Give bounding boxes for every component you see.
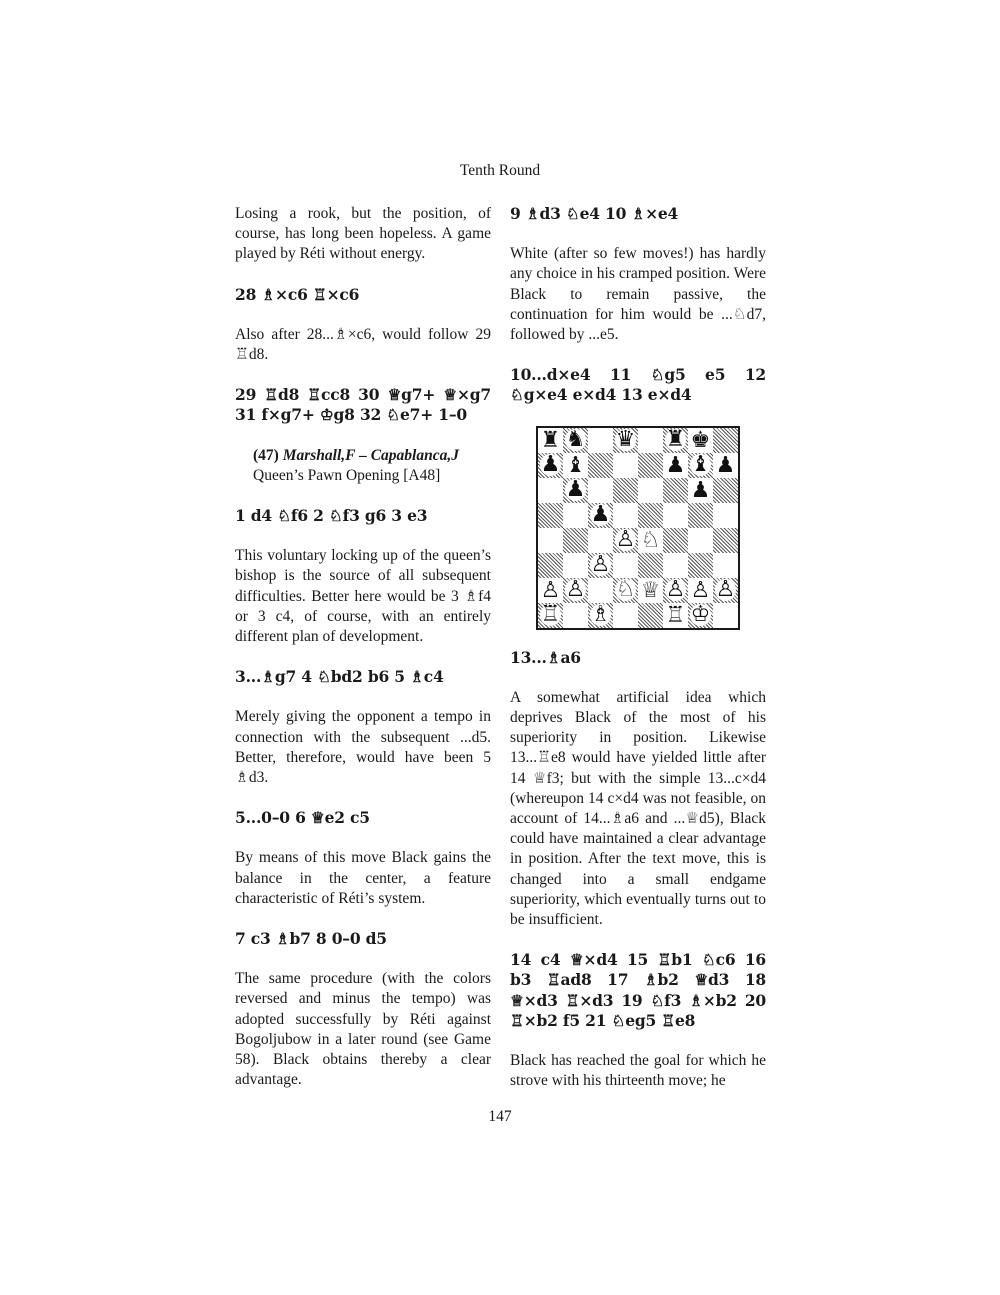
- chess-piece: ♝: [565, 452, 586, 478]
- commentary-paragraph: Merely giving the opponent a tempo in connection with the subsequent ...d5. Better, therefore, would have been 5 ♗d3.: [235, 708, 491, 787]
- board-square: [613, 478, 638, 503]
- opening-name: Queen’s Pawn Opening [A48]: [253, 466, 441, 484]
- commentary-paragraph: Black has reached the goal for which he strove with his thirteenth move; he: [510, 1052, 766, 1090]
- move-list: 13...♗a6: [510, 647, 581, 667]
- board-square: [663, 428, 688, 453]
- board-square: [638, 453, 663, 478]
- board-square: [613, 603, 638, 628]
- board-square: [663, 528, 688, 553]
- chess-piece: ♟: [590, 502, 611, 528]
- board-square: [638, 603, 663, 628]
- board-square: [638, 478, 663, 503]
- board-square: [713, 528, 738, 553]
- page-number: 147: [488, 1108, 512, 1125]
- chess-board: [536, 426, 740, 630]
- board-square: [588, 428, 613, 453]
- board-square: [563, 603, 588, 628]
- board-square: [613, 453, 638, 478]
- chess-piece: ♟: [690, 477, 711, 503]
- chess-piece: ♙: [565, 577, 586, 603]
- commentary-paragraph: The same procedure (with the colors reversed and minus the tempo) was adopted successfully by Réti against Bogoljubow in a later round (see Game 58). Black obtains thereby a clear advantage.: [235, 970, 491, 1089]
- move-list: 5...0–0 6 ♕e2 c5: [235, 808, 370, 828]
- board-square: [563, 478, 588, 503]
- chess-piece: ♙: [590, 552, 611, 578]
- board-square: [563, 528, 588, 553]
- chess-piece: ♙: [540, 577, 561, 603]
- move-list: 3...♗g7 4 ♘bd2 b6 5 ♗c4: [235, 667, 444, 687]
- chess-piece: ♙: [690, 577, 711, 603]
- move-list: 9 ♗d3 ♘e4 10 ♗×e4: [510, 204, 679, 223]
- running-head: Tenth Round: [459, 162, 541, 179]
- board-square: [563, 453, 588, 478]
- game-number: (47): [253, 446, 279, 464]
- board-square: [538, 578, 563, 603]
- board-square: [663, 478, 688, 503]
- board-square: [588, 503, 613, 528]
- chess-piece: ♙: [665, 577, 686, 603]
- board-square: [713, 478, 738, 503]
- board-square: [713, 553, 738, 578]
- chess-piece: ♘: [615, 577, 636, 603]
- board-square: [613, 578, 638, 603]
- chess-piece: ♟: [665, 452, 686, 478]
- board-square: [538, 428, 563, 453]
- board-square: [588, 578, 613, 603]
- board-square: [688, 578, 713, 603]
- board-square: [713, 503, 738, 528]
- board-square: [688, 428, 713, 453]
- chess-piece: ♗: [590, 602, 611, 628]
- board-square: [638, 578, 663, 603]
- board-square: [638, 553, 663, 578]
- move-list: 14 c4 ♕×d4 15 ♖b1 ♘c6 16 b3 ♖ad8 17 ♗b2 ♕d3 18 ♕×d3 ♖×d3 19 ♘f3 ♗×b2 20 ♖×b2 f5 21 ♘eg5 ♖e8: [510, 950, 766, 1030]
- board-square: [538, 603, 563, 628]
- board-square: [538, 453, 563, 478]
- board-square: [588, 553, 613, 578]
- board-square: [663, 578, 688, 603]
- board-square: [688, 503, 713, 528]
- board-square: [588, 478, 613, 503]
- chess-piece: ♟: [565, 477, 586, 503]
- board-square: [563, 428, 588, 453]
- chess-piece: ♜: [665, 427, 686, 453]
- chess-piece: ♕: [640, 577, 661, 603]
- board-square: [638, 528, 663, 553]
- commentary-paragraph: Also after 28...♗×c6, would follow 29 ♖d8.: [235, 325, 491, 364]
- board-square: [663, 453, 688, 478]
- board-square: [538, 503, 563, 528]
- move-list: 10...d×e4 11 ♘g5 e5 12 ♘g×e4 e×d4 13 e×d4: [510, 365, 766, 405]
- chess-piece: ♛: [615, 427, 636, 453]
- chess-piece: ♟: [715, 452, 736, 478]
- board-square: [538, 478, 563, 503]
- chess-piece: ♔: [690, 602, 711, 628]
- board-square: [688, 478, 713, 503]
- board-square: [613, 503, 638, 528]
- board-square: [613, 428, 638, 453]
- chess-piece: ♟: [540, 452, 561, 478]
- chess-piece: ♜: [540, 427, 561, 453]
- chess-piece: ♖: [540, 602, 561, 628]
- chess-piece: ♖: [665, 602, 686, 628]
- board-square: [663, 553, 688, 578]
- move-list: 7 c3 ♗b7 8 0–0 d5: [235, 929, 387, 949]
- board-square: [613, 528, 638, 553]
- left-column: [235, 204, 491, 1111]
- board-square: [613, 553, 638, 578]
- chess-piece: ♙: [615, 527, 636, 553]
- board-square: [588, 453, 613, 478]
- commentary-paragraph: A somewhat artificial idea which deprives Black of the most of his superiority in position. Likewise 13...♖e8 would have yielded little after 14 ♕f3; but with the simple 13...c×d4 (whereupon 14 c×d4 was not feasible, on account of 14...♗a6 and ...♕d5), Black could have maintained a clear advantage in position. After the text move, this is changed into a small endgame superiority, which eventually turns out to be insufficient.: [510, 688, 766, 929]
- chess-piece: ♝: [690, 452, 711, 478]
- board-square: [688, 528, 713, 553]
- board-square: [638, 428, 663, 453]
- commentary-paragraph: This voluntary locking up of the queen’s bishop is the source of all subsequent difficulties. Better here would be 3 ♗f4 or 3 c4, of course, with an entirely different plan of development.: [235, 547, 491, 646]
- board-square: [538, 528, 563, 553]
- board-square: [563, 553, 588, 578]
- chess-piece: ♙: [715, 577, 736, 603]
- board-square: [588, 528, 613, 553]
- move-list: 29 ♖d8 ♖cc8 30 ♕g7+ ♕×g7 31 f×g7+ ♔g8 32 ♘e7+ 1–0: [235, 385, 491, 425]
- chess-piece: ♘: [640, 527, 661, 553]
- board-square: [713, 603, 738, 628]
- game-heading: [253, 446, 491, 486]
- move-list: 28 ♗×c6 ♖×c6: [235, 284, 360, 304]
- move-list: 1 d4 ♘f6 2 ♘f3 g6 3 e3: [235, 506, 428, 526]
- board-square: [688, 603, 713, 628]
- board-square: [538, 553, 563, 578]
- board-square: [563, 578, 588, 603]
- chess-piece: ♞: [565, 427, 586, 453]
- commentary-paragraph: White (after so few moves!) has hardly any choice in his cramped position. Were Black to remain passive, the continuation for him would be ...♘d7, followed by ...e5.: [510, 245, 766, 344]
- commentary-paragraph: By means of this move Black gains the balance in the center, a feature characteristic of Réti’s system.: [235, 849, 491, 907]
- chess-diagram: [536, 426, 766, 630]
- board-square: [588, 603, 613, 628]
- right-column: [510, 204, 766, 1111]
- board-square: [563, 503, 588, 528]
- board-square: [663, 503, 688, 528]
- board-square: [713, 578, 738, 603]
- board-square: [688, 453, 713, 478]
- commentary-paragraph: Losing a rook, but the position, of course, has long been hopeless. A game played by Réti without energy.: [235, 205, 491, 263]
- board-square: [688, 553, 713, 578]
- chess-piece: ♚: [690, 427, 711, 453]
- board-square: [663, 603, 688, 628]
- board-square: [713, 428, 738, 453]
- board-square: [713, 453, 738, 478]
- game-players: Marshall,F – Capablanca,J: [282, 446, 459, 464]
- board-square: [638, 503, 663, 528]
